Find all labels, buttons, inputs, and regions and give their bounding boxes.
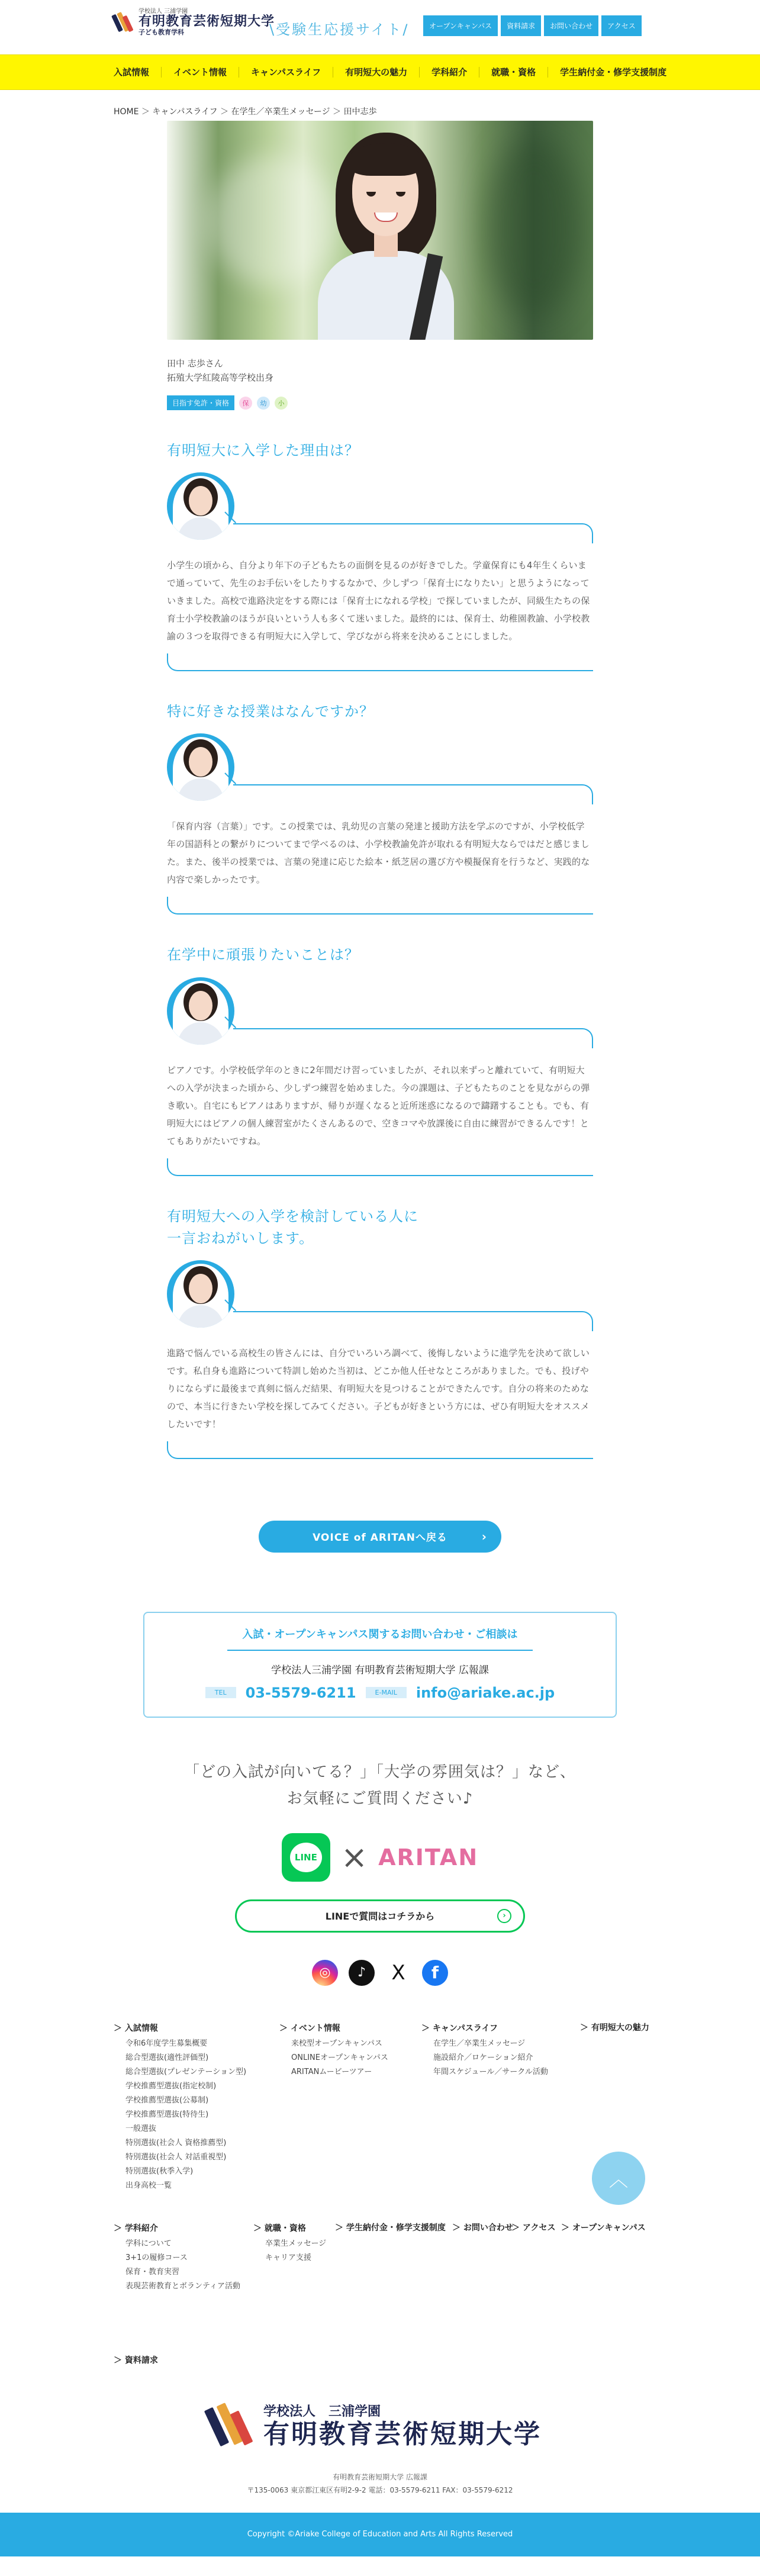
footer-link[interactable]: 表現芸術教育とボランティア活動 xyxy=(125,2281,240,2291)
breadcrumb[interactable]: HOME ＞ キャンパスライフ ＞ 在学生／卒業生メッセージ ＞ 田中志歩 xyxy=(114,107,377,117)
social-links xyxy=(0,1960,760,1986)
nav-departments[interactable]: 学科紹介 xyxy=(420,67,479,78)
speech-bubble-line xyxy=(233,1028,593,1048)
footer-link[interactable]: 特別選抜(社会人 対話重視型) xyxy=(125,2153,227,2162)
answer-text: 進路で悩んでいる高校生の皆さんには、自分でいろいろ調べて、後悔しないように進学先を決めて欲しいです。私自身も進路について特訓し始めた当初は、どこか他人任せなところがありました。でも、投げやりにならずに最後まで真剣に悩んだ結果、有明短大を見つけることができたんです。自分の将来のためなので、本当に行きたい学校を探してみてください。子どもが好きという方には、ぜひ有明短大をオススメしたいです！ xyxy=(167,1347,590,1429)
footer-link[interactable]: 学科について xyxy=(125,2239,172,2248)
answer-text: ピアノです。小学校低学年のときに2年間だけ習っていましたが、それ以来ずっと離れていて、有明短大への入学が決まった頃から、少しずつ練習を始めました。今の課題は、子どもたちのことを見ながらの弾き歌い。自宅にもピアノはありますが、帰りが遅くなると近所迷惑になるので躊躇することも。でも、有明短大にはピアノの個人練習室がたくさんあるので、空きコマや放課後に自由に練習ができるんです！とてもありがたいですね。 xyxy=(167,1064,590,1147)
tel-label: TEL xyxy=(205,1687,236,1698)
footer-link-docs[interactable]: ＞ 資料請求 xyxy=(114,2355,158,2365)
back-button-label: VOICE of ARITANへ戻る xyxy=(313,1532,447,1544)
footer-col-events xyxy=(279,2021,388,2079)
student-avatar xyxy=(167,472,234,540)
footer-link[interactable]: ONLINEオープンキャンパス xyxy=(291,2053,388,2062)
footer-link-access[interactable]: ＞ アクセス xyxy=(511,2223,556,2233)
page-top-button[interactable]: ︿ xyxy=(592,2152,645,2205)
contact-button[interactable]: お問い合わせ xyxy=(544,15,598,36)
qa-block xyxy=(167,944,593,1176)
footer-link[interactable]: キャリア支援 xyxy=(265,2253,312,2262)
line-logo-icon: LINE xyxy=(282,1833,330,1882)
mail-label: E-MAIL xyxy=(366,1687,407,1698)
nursery-license-badge: 保 xyxy=(239,397,252,410)
student-photo xyxy=(167,121,593,340)
footer-link[interactable]: 学校推薦型選抜(指定校制) xyxy=(125,2081,217,2091)
answer-text: 小学生の頃から、自分より年下の子どもたちの面倒を見るのが好きでした。学童保育にも4年生くらいまで通っていて、先生のお手伝いをしたりするなかで、少しずつ「保育士になりたい」と思うようになっていきました。高校で進路決定をする際には「保育士になれる学校」で探していましたが、同級生たちの保育士小学校教諭のほうが良いという人も多くて迷いました。最終的には、保育士、幼稚園教諭、小学校教諭の３つを取得できる有明短大に入学して、学びながら将来を決めることにしました。 xyxy=(167,560,590,642)
footer-address: 〒135-0063 東京都江東区有明2-9-2 電話：03-5579-6211 FAX：03-5579-6212 xyxy=(247,2485,513,2494)
footer-nav xyxy=(0,2021,760,2377)
speech-bubble-bottom xyxy=(167,897,593,915)
footer-link[interactable]: ARITANムービーツアー xyxy=(291,2067,372,2076)
footer-link-appeal[interactable]: ＞ 有明短大の魅力 xyxy=(580,2023,649,2033)
question-title: 在学中に頑張りたいことは？ xyxy=(167,946,359,964)
qa-block xyxy=(167,1206,593,1459)
main-content xyxy=(167,121,593,1553)
back-to-voice-button[interactable] xyxy=(259,1521,501,1553)
license-tag-label: 目指す免許・資格 xyxy=(167,395,234,410)
site-logo[interactable] xyxy=(112,8,275,36)
contact-org: 学校法人三浦学園 有明教育芸術短期大学 広報課 xyxy=(271,1664,489,1676)
footer-link-events[interactable]: ＞ イベント情報 xyxy=(279,2023,340,2033)
student-name: 田中 志歩さん xyxy=(167,358,223,369)
speech-bubble-line xyxy=(233,523,593,543)
qa-block xyxy=(167,701,593,915)
license-tags xyxy=(167,395,593,410)
footer-link[interactable]: 特別選抜(社会人 資格推薦型) xyxy=(125,2139,227,2148)
footer-college-name: 有明教育芸術短期大学 xyxy=(263,2419,542,2450)
question-title: 有明短大に入学した理由は？ xyxy=(167,442,359,459)
student-avatar xyxy=(167,733,234,801)
footer-dept: 有明教育芸術短期大学 広報課 xyxy=(333,2472,427,2481)
contact-box xyxy=(143,1612,617,1718)
footer-link[interactable]: 3+1の履修コース xyxy=(125,2253,188,2262)
student-profile xyxy=(167,356,593,385)
footer-col-dept xyxy=(114,2221,240,2294)
nav-events[interactable]: イベント情報 xyxy=(162,67,239,78)
contact-title: 入試・オープンキャンパス関するお問い合わせ・ご相談は xyxy=(227,1626,533,1651)
footer-link[interactable]: 保育・教育実習 xyxy=(125,2267,180,2276)
chevron-right-icon: › xyxy=(497,1909,511,1923)
chevron-right-icon: › xyxy=(481,1529,487,1544)
footer-link[interactable]: 卒業生メッセージ xyxy=(265,2239,327,2248)
footer-link[interactable]: 出身高校一覧 xyxy=(125,2181,172,2191)
line-question-button[interactable] xyxy=(235,1899,525,1933)
line-button-label: LINEで質問はコチラから xyxy=(325,1911,435,1923)
student-avatar xyxy=(167,977,234,1045)
tel-link[interactable]: 03-5579-6211 xyxy=(245,1684,356,1701)
footer-link[interactable]: 在学生／卒業生メッセージ xyxy=(433,2039,526,2048)
instagram-icon[interactable]: ◎ xyxy=(312,1960,338,1986)
speech-bubble-line xyxy=(233,784,593,804)
footer-link[interactable]: 来校型オープンキャンパス xyxy=(291,2039,382,2048)
question-title: 特に好きな授業はなんですか？ xyxy=(167,703,374,720)
question-title: 有明短大への入学を検討している人に 一言おねがいします。 xyxy=(167,1208,418,1247)
footer-link[interactable]: 一般選抜 xyxy=(125,2124,157,2134)
footer-link[interactable]: 学校推薦型選抜(特待生) xyxy=(125,2110,209,2120)
mail-link[interactable]: info@ariake.ac.jp xyxy=(416,1684,555,1701)
logo-dept: 子ども教育学科 xyxy=(139,28,184,37)
footer-link[interactable]: 施設紹介／ロケーション紹介 xyxy=(433,2053,533,2062)
footer-link-admission[interactable]: ＞ 入試情報 xyxy=(114,2023,158,2033)
cross-mark: × xyxy=(340,1838,368,1876)
nav-appeal[interactable]: 有明短大の魅力 xyxy=(333,67,420,78)
site-header xyxy=(0,0,760,54)
request-docs-button[interactable]: 資料請求 xyxy=(501,15,541,36)
nav-career[interactable]: 就職・資格 xyxy=(479,67,548,78)
footer-link-campus[interactable]: ＞ キャンパスライフ xyxy=(421,2023,498,2033)
footer-col-career xyxy=(253,2221,326,2265)
footer-link[interactable]: 年間スケジュール／サークル活動 xyxy=(433,2067,548,2076)
tiktok-icon[interactable]: ♪ xyxy=(349,1960,375,1986)
footer-link[interactable]: 令和6年度学生募集概要 xyxy=(125,2039,208,2048)
logo-corp: 学校法人 三浦学園 xyxy=(139,8,188,15)
footer-link-fees[interactable]: ＞ 学生納付金・修学支援制度 xyxy=(335,2223,446,2233)
copyright: Copyright ©Ariake College of Education and Arts All Rights Reserved xyxy=(0,2513,760,2556)
site-subtitle: \受験生応援サイト/ xyxy=(269,21,410,38)
line-question-1: 「どの入試が向いてる？」「大学の雰囲気は？」など、 xyxy=(183,1763,576,1781)
logo-name: 有明教育芸術短期大学 xyxy=(139,14,275,29)
footer-link-career[interactable]: ＞ 就職・資格 xyxy=(253,2223,306,2233)
footer-corp-name: 学校法人 三浦学園 xyxy=(263,2404,381,2419)
footer-link-dept[interactable]: ＞ 学科紹介 xyxy=(114,2223,158,2233)
footer-col-admission xyxy=(114,2021,246,2193)
footer-link[interactable]: 総合型選抜(プレゼンテーション型) xyxy=(125,2067,247,2076)
logo-mark-icon xyxy=(207,2400,255,2453)
student-school: 拓殖大学紅陵高等学校出身 xyxy=(167,372,274,383)
footer-logo-area xyxy=(0,2377,760,2513)
footer-link-inquiry[interactable]: ＞ お問い合わせ xyxy=(452,2223,513,2233)
aritan-logo: ARITAN xyxy=(378,1844,479,1870)
line-section xyxy=(0,1759,760,1986)
facebook-icon[interactable]: f xyxy=(422,1960,448,1986)
footer-link[interactable]: 学校推薦型選抜(公募制) xyxy=(125,2096,209,2105)
nav-campus-life[interactable]: キャンパスライフ xyxy=(239,67,333,78)
speech-bubble-line xyxy=(233,1311,593,1331)
speech-bubble-bottom xyxy=(167,1158,593,1176)
footer-link-open-campus[interactable]: ＞ オープンキャンパス xyxy=(561,2223,646,2233)
line-question-2: お気軽にご質問ください♪ xyxy=(286,1790,474,1808)
access-button[interactable]: アクセス xyxy=(601,15,642,36)
open-campus-button[interactable]: オープンキャンパス xyxy=(423,15,498,36)
student-avatar xyxy=(167,1260,234,1328)
global-nav xyxy=(0,54,760,90)
nav-admission[interactable]: 入試情報 xyxy=(114,67,162,78)
header-buttons xyxy=(423,15,642,36)
answer-text: 「保育内容（言葉）」です。この授業では、乳幼児の言葉の発達と援助方法を学ぶのですが、小学校低学年の国語科との繋がりについてまで学べるのは、小学校教諭免許が取れる有明短大ならではだと感じました。また、後半の授業では、言葉の発達に応じた絵本・紙芝居の選び方や模擬保育を行うなど、実践的な内容で楽しかったです。 xyxy=(167,821,590,886)
x-icon[interactable]: X xyxy=(385,1960,411,1986)
logo-mark-icon xyxy=(112,11,133,34)
speech-bubble-bottom xyxy=(167,653,593,671)
footer-link[interactable]: 特別選抜(秋季入学) xyxy=(125,2167,194,2176)
nav-fees[interactable]: 学生納付金・修学支援制度 xyxy=(560,67,667,78)
speech-bubble-bottom xyxy=(167,1441,593,1459)
footer-col-campus xyxy=(421,2021,548,2079)
elementary-license-badge: 小 xyxy=(275,397,288,410)
kindergarten-license-badge: 幼 xyxy=(257,397,270,410)
footer-link[interactable]: 総合型選抜(適性評価型) xyxy=(125,2053,209,2062)
qa-block xyxy=(167,440,593,671)
